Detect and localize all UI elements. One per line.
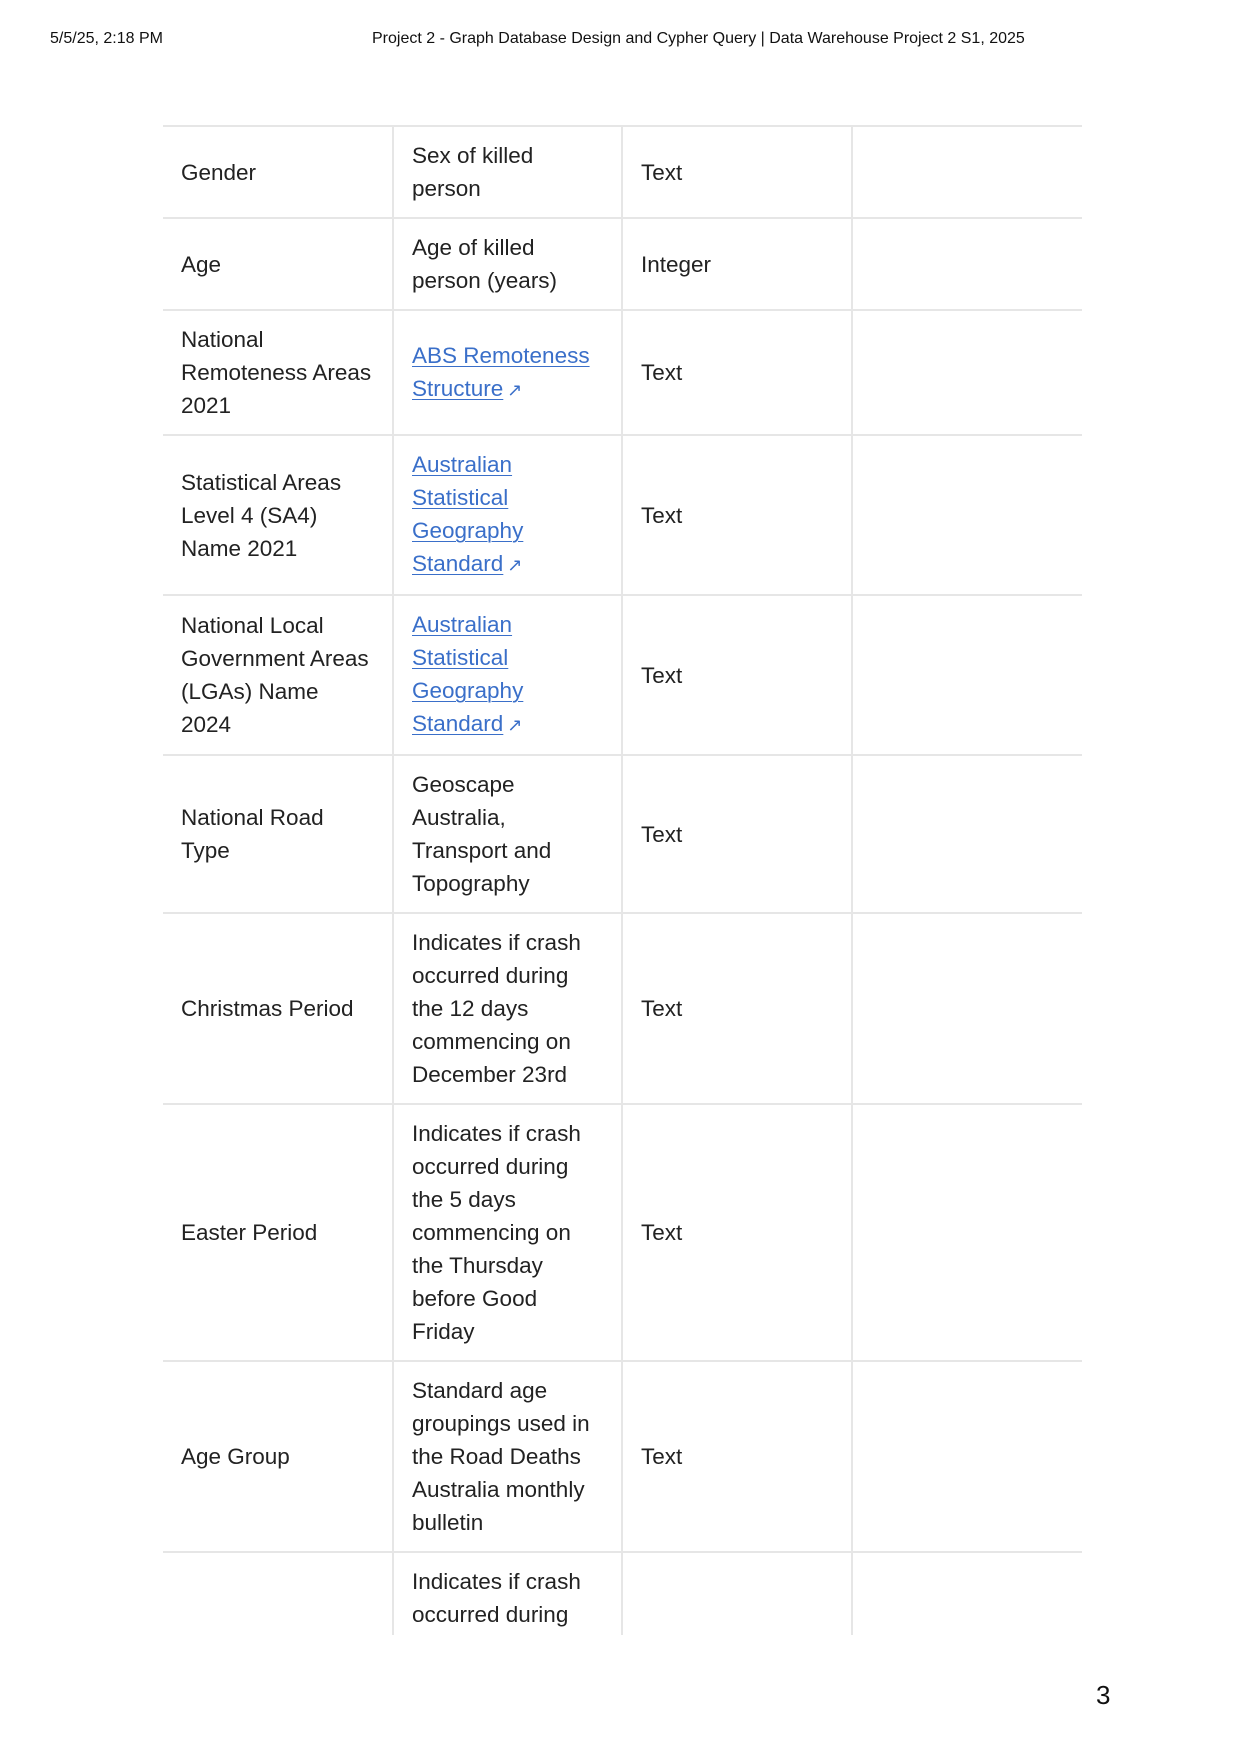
type-cell: Text xyxy=(622,1104,852,1361)
description-cell: Standard age groupings used in the Road Deaths Australia monthly bulletin xyxy=(393,1361,622,1552)
notes-cell xyxy=(852,435,1082,595)
type-cell: Text xyxy=(622,913,852,1104)
table-row xyxy=(163,218,1082,310)
abs-remoteness-structure-link[interactable] xyxy=(412,343,590,401)
description-cell xyxy=(393,435,622,595)
table-row xyxy=(163,126,1082,218)
type-cell: Text xyxy=(622,126,852,218)
field-name-cell: National Remoteness Areas 2021 xyxy=(163,310,393,435)
asgs-link[interactable] xyxy=(412,452,523,576)
link-text[interactable]: Australian Statistical Geography Standard xyxy=(412,612,524,736)
type-cell: Text xyxy=(622,310,852,435)
table-row xyxy=(163,595,1082,755)
description-cell: Indicates if crash occurred during xyxy=(393,1552,622,1635)
field-name-cell: National Road Type xyxy=(163,755,393,913)
external-link-icon: ↗ xyxy=(507,715,523,735)
data-dictionary-table-container xyxy=(163,125,1082,1635)
field-name-cell: Statistical Areas Level 4 (SA4) Name 2021 xyxy=(163,435,393,595)
field-name-cell: Gender xyxy=(163,126,393,218)
table-row xyxy=(163,1104,1082,1361)
description-cell: Indicates if crash occurred during the 5 days commencing on the Thursday before Good Friday xyxy=(393,1104,622,1361)
type-cell: Text xyxy=(622,755,852,913)
notes-cell xyxy=(852,755,1082,913)
table-row xyxy=(163,755,1082,913)
table-row xyxy=(163,1552,1082,1635)
field-name-cell: Christmas Period xyxy=(163,913,393,1104)
field-name-cell: Age Group xyxy=(163,1361,393,1552)
notes-cell xyxy=(852,1104,1082,1361)
field-name-cell: Age xyxy=(163,218,393,310)
external-link-icon: ↗ xyxy=(507,555,523,575)
field-name-cell xyxy=(163,1552,393,1635)
type-cell: Text xyxy=(622,595,852,755)
description-cell: Sex of killed person xyxy=(393,126,622,218)
description-cell xyxy=(393,595,622,755)
description-cell: Geoscape Australia, Transport and Topography xyxy=(393,755,622,913)
notes-cell xyxy=(852,595,1082,755)
table-row xyxy=(163,435,1082,595)
type-cell: Integer xyxy=(622,218,852,310)
notes-cell xyxy=(852,310,1082,435)
link-text[interactable]: ABS Remoteness Structure xyxy=(412,342,590,401)
type-cell: Text xyxy=(622,1361,852,1552)
field-name-cell: Easter Period xyxy=(163,1104,393,1361)
table-row xyxy=(163,1361,1082,1552)
notes-cell xyxy=(852,1361,1082,1552)
table-row xyxy=(163,913,1082,1104)
notes-cell xyxy=(852,218,1082,310)
field-name-cell: National Local Government Areas (LGAs) Name 2024 xyxy=(163,595,393,755)
asgs-link[interactable] xyxy=(412,612,523,736)
description-cell: Indicates if crash occurred during the 12 days commencing on December 23rd xyxy=(393,913,622,1104)
print-document-title: Project 2 - Graph Database Design and Cypher Query | Data Warehouse Project 2 S1, 2025 xyxy=(372,30,1025,47)
link-text[interactable]: Australian Statistical Geography Standard xyxy=(412,452,524,576)
type-cell xyxy=(622,1552,852,1635)
notes-cell xyxy=(852,1552,1082,1635)
table-row xyxy=(163,310,1082,435)
external-link-icon: ↗ xyxy=(507,379,523,400)
description-cell xyxy=(393,310,622,435)
type-cell: Text xyxy=(622,435,852,595)
data-dictionary-table xyxy=(163,125,1082,1635)
print-header xyxy=(50,30,1191,54)
notes-cell xyxy=(852,913,1082,1104)
notes-cell xyxy=(852,126,1082,218)
print-date: 5/5/25, 2:18 PM xyxy=(50,30,163,47)
page-number: 3 xyxy=(1096,1680,1111,1710)
description-cell: Age of killed person (years) xyxy=(393,218,622,310)
